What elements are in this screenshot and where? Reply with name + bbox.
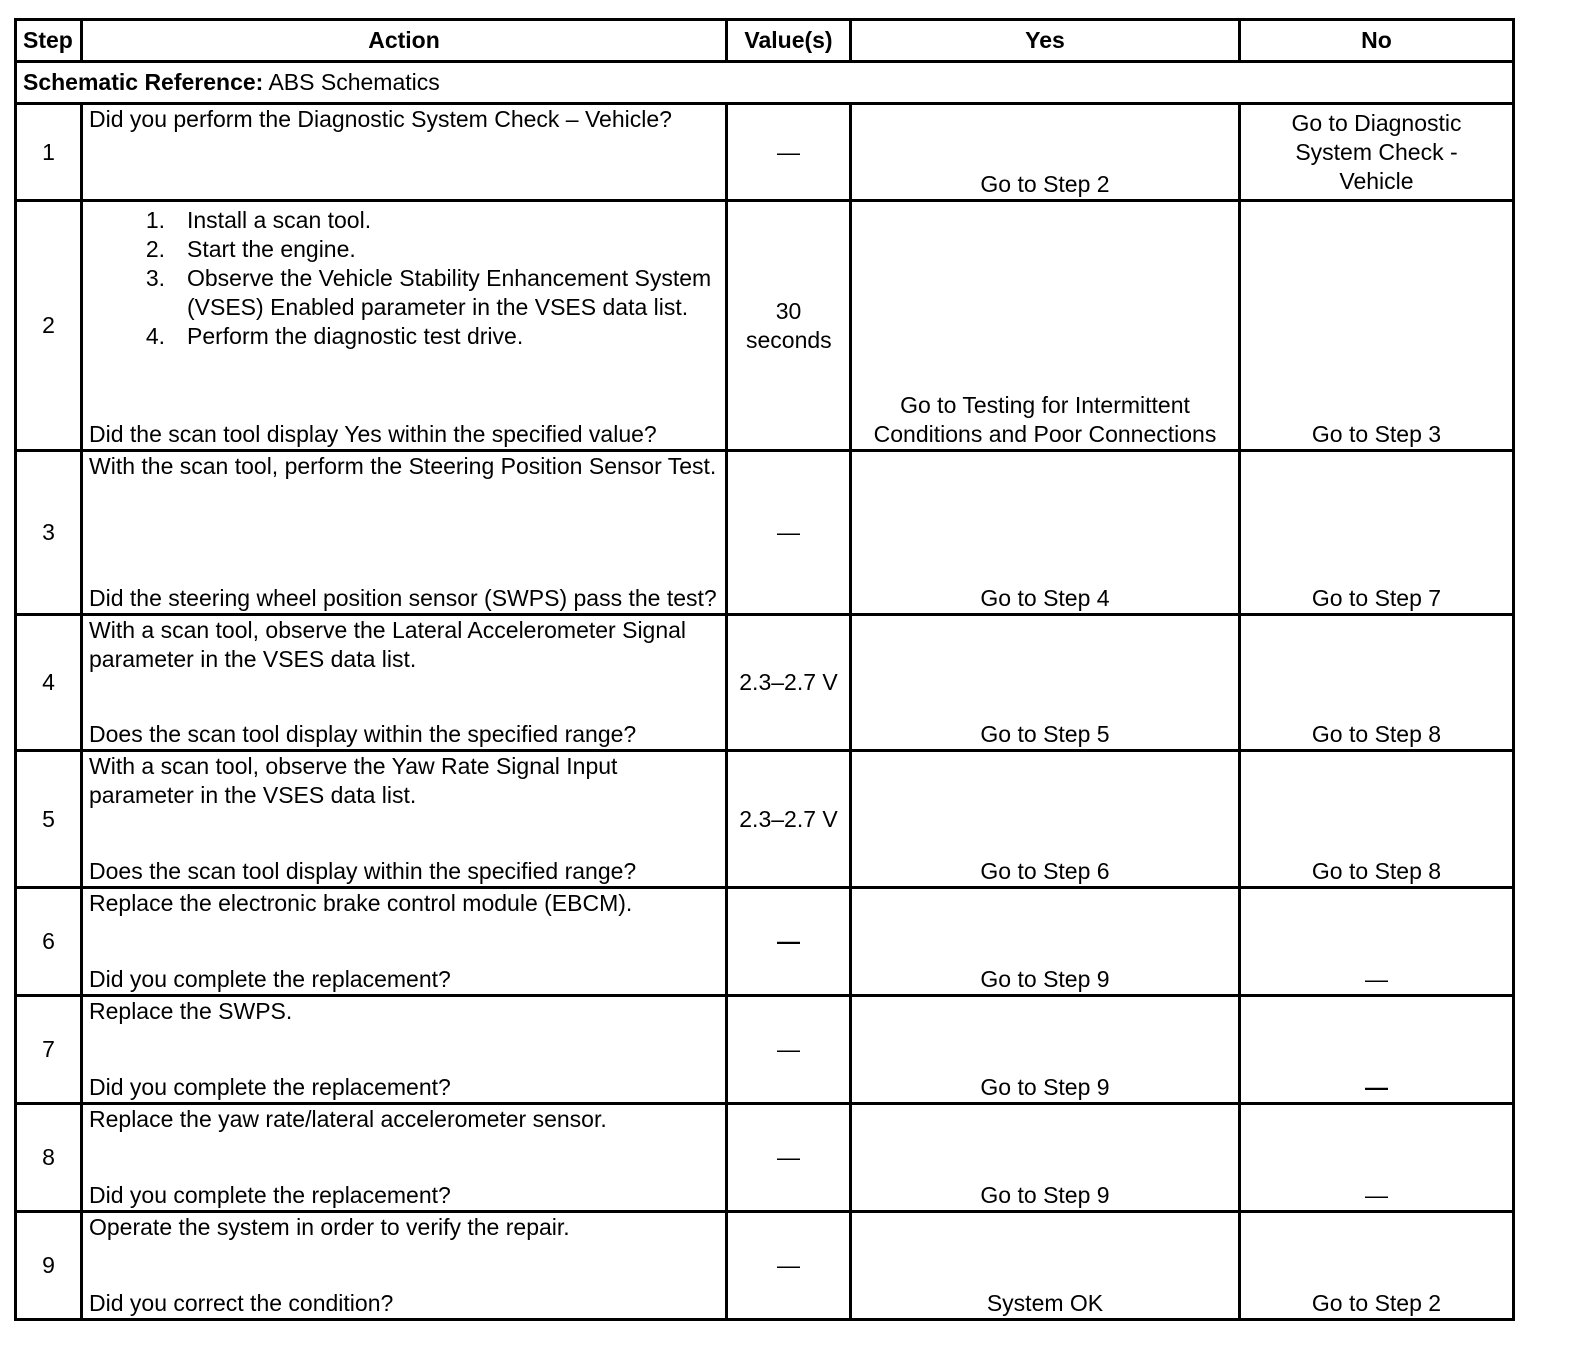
step-number: 2 xyxy=(16,201,82,451)
no-cell: — xyxy=(1240,888,1514,996)
action-cell xyxy=(82,1104,727,1212)
action-text: Replace the yaw rate/lateral accelerometer sensor. xyxy=(89,1106,607,1132)
header-no: No xyxy=(1240,20,1514,62)
schematic-label: Schematic Reference: xyxy=(23,69,264,95)
action-cell xyxy=(82,615,727,751)
action-text: Replace the SWPS. xyxy=(89,998,293,1024)
value-cell: — xyxy=(727,451,851,615)
header-action: Action xyxy=(82,20,727,62)
value-cell: — xyxy=(727,888,851,996)
step-number: 1 xyxy=(16,104,82,201)
schematic-reference xyxy=(16,62,1514,104)
table-row xyxy=(16,615,1514,751)
table-row xyxy=(16,996,1514,1104)
value-cell: 2.3–2.7 V xyxy=(727,615,851,751)
substep: 4. Perform the diagnostic test drive. xyxy=(145,323,524,349)
table-row xyxy=(16,751,1514,888)
yes-cell: Go to Step 6 xyxy=(851,751,1240,888)
action-text: With the scan tool, perform the Steering Position Sensor Test. xyxy=(89,453,717,479)
question-text: Did the steering wheel position sensor (SWPS) pass the test? xyxy=(89,585,717,611)
value-cell: 2.3–2.7 V xyxy=(727,751,851,888)
question-text: Does the scan tool display within the specified range? xyxy=(89,858,637,884)
action-cell xyxy=(82,996,727,1104)
diagnostic-table xyxy=(14,18,1515,1321)
schematic-value: ABS Schematics xyxy=(263,69,440,95)
no-cell: Go to Step 7 xyxy=(1240,451,1514,615)
substep-list xyxy=(89,206,719,351)
value-cell: — xyxy=(727,996,851,1104)
no-cell: Go to Step 8 xyxy=(1240,615,1514,751)
action-cell xyxy=(82,201,727,451)
action-cell xyxy=(82,751,727,888)
value-cell: — xyxy=(727,1212,851,1320)
step-number: 9 xyxy=(16,1212,82,1320)
no-cell: — xyxy=(1240,996,1514,1104)
question-text: Does the scan tool display within the specified range? xyxy=(89,721,637,747)
schematic-row xyxy=(16,62,1514,104)
table-row xyxy=(16,888,1514,996)
header-step: Step xyxy=(16,20,82,62)
action-text: With a scan tool, observe the Yaw Rate Signal Input parameter in the VSES data list. xyxy=(89,753,618,808)
yes-cell: Go to Step 4 xyxy=(851,451,1240,615)
step-number: 8 xyxy=(16,1104,82,1212)
table-row xyxy=(16,104,1514,201)
step-number: 5 xyxy=(16,751,82,888)
action-text: Replace the electronic brake control module (EBCM). xyxy=(89,890,633,916)
table-row xyxy=(16,1104,1514,1212)
no-cell: Go to Diagnostic System Check - Vehicle xyxy=(1240,104,1514,201)
header-values: Value(s) xyxy=(727,20,851,62)
header-row xyxy=(16,20,1514,62)
action-cell xyxy=(82,888,727,996)
yes-cell: Go to Step 5 xyxy=(851,615,1240,751)
step-number: 7 xyxy=(16,996,82,1104)
step-number: 6 xyxy=(16,888,82,996)
yes-cell: Go to Step 9 xyxy=(851,888,1240,996)
value-cell: — xyxy=(727,1104,851,1212)
action-text: Operate the system in order to verify the repair. xyxy=(89,1214,570,1240)
no-cell: Go to Step 3 xyxy=(1240,201,1514,451)
yes-cell: Go to Step 9 xyxy=(851,1104,1240,1212)
step-number: 4 xyxy=(16,615,82,751)
no-cell: Go to Step 8 xyxy=(1240,751,1514,888)
yes-cell: Go to Step 9 xyxy=(851,996,1240,1104)
yes-cell: Go to Step 2 xyxy=(851,104,1240,201)
substep: 2. Start the engine. xyxy=(145,236,356,262)
value-cell: 30 seconds xyxy=(727,201,851,451)
action-cell xyxy=(82,104,727,201)
header-yes: Yes xyxy=(851,20,1240,62)
question-text: Did you correct the condition? xyxy=(89,1290,394,1316)
substep: 3. Observe the Vehicle Stability Enhancement System (VSES) Enabled parameter in the VSES data list. xyxy=(145,265,712,320)
no-cell: — xyxy=(1240,1104,1514,1212)
yes-cell: Go to Testing for Intermittent Conditions and Poor Connections xyxy=(851,201,1240,451)
question-text: Did you complete the replacement? xyxy=(89,1074,451,1100)
question-text: Did the scan tool display Yes within the specified value? xyxy=(89,421,657,447)
action-text: Did you perform the Diagnostic System Check – Vehicle? xyxy=(89,106,672,132)
yes-cell: System OK xyxy=(851,1212,1240,1320)
action-text: With a scan tool, observe the Lateral Accelerometer Signal parameter in the VSES data list. xyxy=(89,617,687,672)
question-text: Did you complete the replacement? xyxy=(89,966,451,992)
action-cell xyxy=(82,1212,727,1320)
table-row xyxy=(16,201,1514,451)
table-row xyxy=(16,451,1514,615)
step-number: 3 xyxy=(16,451,82,615)
action-cell xyxy=(82,451,727,615)
substep: 1. Install a scan tool. xyxy=(145,207,372,233)
value-cell: — xyxy=(727,104,851,201)
question-text: Did you complete the replacement? xyxy=(89,1182,451,1208)
table-row xyxy=(16,1212,1514,1320)
no-cell: Go to Step 2 xyxy=(1240,1212,1514,1320)
